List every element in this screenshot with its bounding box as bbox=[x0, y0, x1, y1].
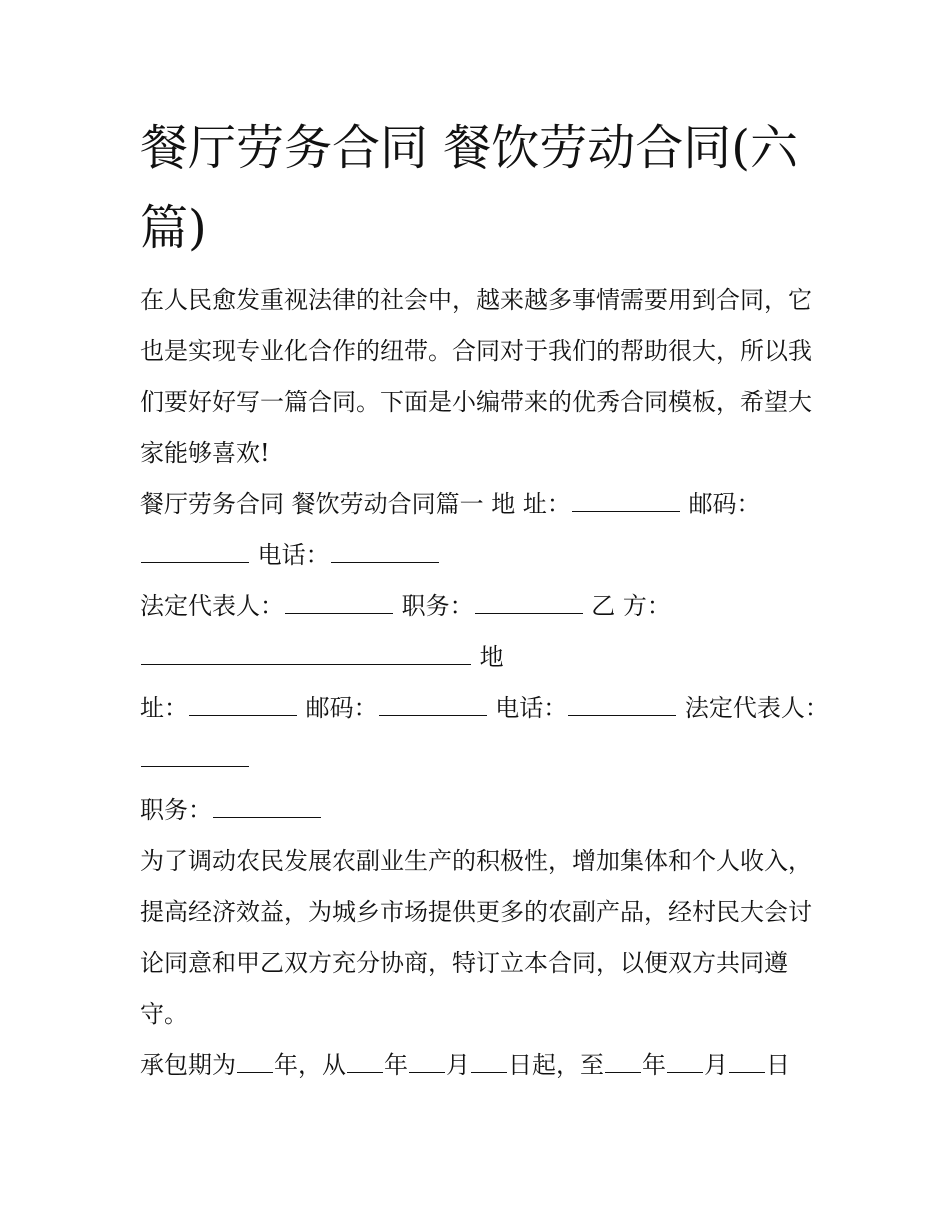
section-heading: 餐厅劳务合同 餐饮劳动合同篇一 bbox=[140, 490, 484, 518]
address-b-label-part2: 址： bbox=[140, 694, 188, 722]
position-b-label: 职务： bbox=[140, 796, 212, 824]
legal-rep-b-blank bbox=[141, 741, 249, 767]
term-line bbox=[140, 1040, 830, 1091]
party-b-blank bbox=[141, 639, 471, 665]
phone-b-label: 电话： bbox=[495, 694, 568, 722]
address-b-blank bbox=[189, 690, 297, 716]
document-title: 餐厅劳务合同 餐饮劳动合同(六篇) bbox=[140, 120, 798, 256]
phone-blank bbox=[331, 537, 439, 563]
party-b-position-line bbox=[140, 785, 830, 836]
postcode-b-blank bbox=[379, 690, 487, 716]
legal-rep-label: 法定代表人： bbox=[140, 592, 284, 620]
start-day-unit: 日起 bbox=[508, 1051, 556, 1079]
position-blank bbox=[475, 588, 583, 614]
intro-paragraph: 在人民愈发重视法律的社会中，越来越多事情需要用到合同，它也是实现专业化合作的纽带。合同对于我们的帮助很大，所以我们要好好写一篇合同。下面是小编带来的优秀合同模板，希望大家能够喜欢! bbox=[140, 286, 812, 467]
postcode-blank bbox=[141, 537, 249, 563]
phone-label: 电话： bbox=[257, 541, 330, 569]
term-year-unit: 年 bbox=[274, 1051, 298, 1079]
address-blank bbox=[572, 486, 680, 512]
address-b-label-part1: 地 bbox=[479, 643, 504, 671]
postcode-b-label: 邮码： bbox=[305, 694, 378, 722]
start-year-blank bbox=[347, 1047, 383, 1073]
start-month-blank bbox=[409, 1047, 445, 1073]
start-day-blank bbox=[471, 1047, 507, 1073]
end-year-unit: 年 bbox=[642, 1051, 666, 1079]
party-a-rep-line bbox=[140, 581, 830, 683]
term-prefix: 承包期为 bbox=[140, 1051, 236, 1079]
party-b-label: 乙 方： bbox=[591, 592, 671, 620]
term-to: ，至 bbox=[556, 1051, 604, 1079]
party-b-info bbox=[140, 683, 830, 785]
legal-rep-blank bbox=[285, 588, 393, 614]
legal-rep-b-label-part1: 法定代表 bbox=[684, 694, 781, 722]
position-b-blank bbox=[213, 792, 321, 818]
purpose-paragraph: 为了调动农民发展农副业生产的积极性，增加集体和个人收入，提高经济效益，为城乡市场提供更多的农副产品，经村民大会讨论同意和甲乙双方充分协商，特订立本合同，以便双方共同遵守。 bbox=[140, 847, 812, 1028]
term-years-blank bbox=[237, 1047, 273, 1073]
end-month-blank bbox=[667, 1047, 703, 1073]
start-year-unit: 年 bbox=[384, 1051, 408, 1079]
party-a-info bbox=[140, 479, 830, 581]
phone-b-blank bbox=[568, 690, 676, 716]
legal-rep-b-label-part2: 人： bbox=[780, 694, 829, 722]
end-day-unit: 日 bbox=[766, 1051, 790, 1079]
end-month-unit: 月 bbox=[704, 1051, 728, 1079]
end-day-blank bbox=[729, 1047, 765, 1073]
start-month-unit: 月 bbox=[446, 1051, 470, 1079]
position-label: 职务： bbox=[401, 592, 474, 620]
document-body bbox=[140, 275, 830, 1091]
term-from: ，从 bbox=[298, 1051, 346, 1079]
address-label: 地 址： bbox=[491, 490, 571, 518]
end-year-blank bbox=[605, 1047, 641, 1073]
postcode-label: 邮码： bbox=[688, 490, 761, 518]
